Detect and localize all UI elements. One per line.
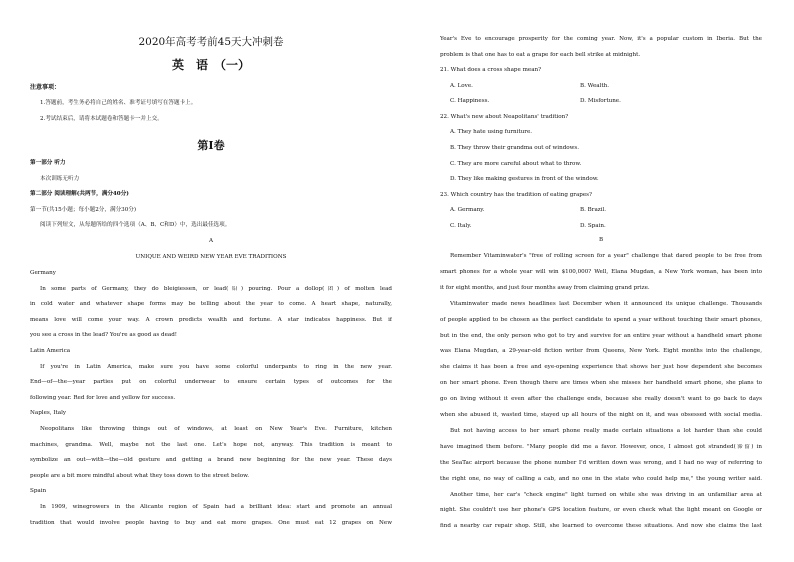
paragraph-line: following year. Red for love and yellow for success.	[30, 394, 176, 401]
paragraph-line: the SeaTac airport because the phone number I'd written down was wrong, and I had no way of referring to	[440, 459, 762, 466]
section1-heading: 第一节(共15小题；每小题2分，满分30分)	[30, 207, 137, 213]
paragraph-line: problem is that one has to eat a grape for each bell strike at midnight.	[440, 51, 641, 58]
passage-a-label: A	[208, 238, 214, 244]
reading-instruction: 阅读下列短文，从每题所给的四个选项（A、B、C和D）中，选出最佳选项。	[40, 222, 231, 228]
paragraph-line: tradition that would involve people having to buy and eat more grapes. One must eat 12 grapes on New	[30, 519, 392, 526]
answer-option: B. They throw their grandma out of windows.	[450, 145, 580, 151]
answer-option: D. Misfortune.	[580, 98, 621, 105]
answer-option: B. Wealth.	[580, 82, 610, 89]
paragraph-line: Another time, her car's "check engine" light turned on while she was driving in an unfamiliar area at	[450, 491, 762, 498]
paragraph-line: it for eight months, and just four months away from claiming grand prize.	[440, 284, 650, 291]
exam-title: 2020年高考考前45天大冲刺卷	[138, 36, 284, 48]
question-stem: 22. What's new about Neapolitans' tradition?	[440, 113, 569, 120]
paragraph-line: when she abused it, wasted time, stayed up all hours of the night on it, and was obsessed with social media.	[440, 412, 762, 418]
volume-title: 第Ⅰ卷	[197, 139, 225, 152]
answer-option: A. They hate using furniture.	[450, 129, 533, 136]
paragraph-line: In 1909, winegrowers in the Alicante region of Spain had a brilliant idea: start and promote an annual	[40, 504, 392, 510]
paragraph-line: in cold water and whatever shape forms may be telling about the year to come. A heart shape, naturally,	[30, 301, 392, 308]
paragraph-line: was Elana Mugdan, a 29-year-old fiction writer from Queens, New York. Eight months into the challenge,	[440, 348, 762, 355]
subject-title: 英 语 （一）	[171, 58, 250, 72]
answer-option: D. They like making gestures in front of the window.	[450, 176, 599, 183]
answer-option: D. Spain.	[580, 223, 606, 229]
answer-option: A. Germany.	[450, 207, 485, 214]
section-heading: Naples, Italy	[30, 410, 67, 417]
paragraph-line: machines, grandma. Well, maybe not the last one. Let's hope not, anyway. This tradition is meant to	[30, 441, 392, 448]
notes-item: 2.考试结束后，请将本试题卷和答题卡一并上交。	[40, 116, 163, 122]
paragraph-line: Vitaminwater made news headlines last December when it announced its unique challenge. Thousands	[450, 300, 762, 307]
paragraph-line: the right one, no way of calling a cab, and no one in the state who could help me," the young writer said.	[440, 475, 762, 482]
paragraph-line: Year's Eve to encourage prosperity for the coming year. Now, it's a popular custom in Iberia. But the	[440, 36, 762, 42]
section-heading: Germany	[30, 270, 56, 276]
paragraph-line: she claims it has been a free and eye-opening experience that shows her just how dependent she becomes	[440, 364, 762, 371]
paragraph-line: means love will come your way. A crown predicts wealth and fortune. A star indicates happiness. But if	[30, 316, 392, 323]
paragraph-line: go on living without it even after the challenge ends, because she really doesn't want to go back to days	[440, 396, 762, 403]
part1-heading: 第一部分 听力	[30, 160, 66, 166]
passage-b-label: B	[598, 237, 604, 243]
answer-option: C. Italy.	[450, 223, 472, 229]
question-stem: 23. Which country has the tradition of eating grapes?	[440, 191, 593, 198]
paragraph-line: people are a bit more mindful about what they toss down to the street below.	[30, 472, 250, 479]
paragraph-line: you see a cross in the lead? You're as good as dead!	[30, 332, 178, 339]
part1-note: 本次训练无听力	[40, 176, 80, 182]
notes-heading: 注意事项：	[30, 84, 61, 91]
paragraph-line: of people applied to be chosen as the perfect candidate to spend a year without touching their smart phones,	[440, 316, 762, 323]
answer-option: C. Happiness.	[450, 98, 490, 105]
answer-option: B. Brazil.	[580, 207, 607, 214]
paragraph-line: But not having access to her smart phone really made certain situations a lot harder than she could	[450, 427, 762, 434]
notes-item: 1.答题前，考生务必将自己的姓名、准考证号填写在答题卡上。	[40, 100, 197, 106]
paragraph-line: on her smart phone. Even though there are times when she misses her handheld smart phone, she plans to	[440, 380, 762, 387]
answer-option: C. They are more careful about what to throw.	[450, 160, 582, 167]
part2-heading: 第二部分 阅读理解(共两节，满分40分)	[30, 191, 129, 197]
paragraph-line: In some parts of Germany, they do bleigiessen, or lead(铅) pouring. Pour a dollop(团) of molten lead	[40, 285, 392, 292]
section-heading: Latin America	[30, 348, 71, 354]
paragraph-line: night. She couldn't use her phone's GPS location feature, or even check what the light meant on Google or	[440, 507, 762, 514]
question-stem: 21. What does a cross shape mean?	[440, 67, 542, 73]
paragraph-line: find a nearby car repair shop. Still, she learned to overcome these situations. And now she claims the last	[440, 523, 762, 530]
answer-option: A. Love.	[450, 82, 473, 89]
paragraph-line: have imagined them before. "Many people did me a favor. However, once, I almost got stranded(滞留) in	[440, 443, 762, 450]
paragraph-line: Remember Vitaminwater's "free of rolling screen for a year" challenge that dared people to be free from	[450, 253, 762, 259]
paragraph-line: smart phones for a whole year will win $100,000? Well, Elana Mugdan, a New York woman, has been into	[440, 268, 762, 275]
paragraph-line: symbolize an out—with—the—old gesture and getting a brand new beginning for the new year. These days	[30, 457, 392, 464]
paragraph-line: If you're in Latin America, make sure you have some colorful underpants to ring in the new year.	[40, 363, 392, 370]
paragraph-line: End—of—the—year parties put on colorful underwear to ensure certain types of outcomes for the	[30, 379, 392, 386]
section-heading: Spain	[30, 488, 47, 495]
paragraph-line: Neopolitans like throwing things out of windows, at least on New Year's Eve. Furniture, kitchen	[40, 426, 392, 432]
passage-a-title: UNIQUE AND WEIRD NEW YEAR EVE TRADITIONS	[135, 254, 287, 260]
paragraph-line: but in the end, the only person who got to try and survive for an entire year without a handheld smart phone	[440, 332, 762, 339]
